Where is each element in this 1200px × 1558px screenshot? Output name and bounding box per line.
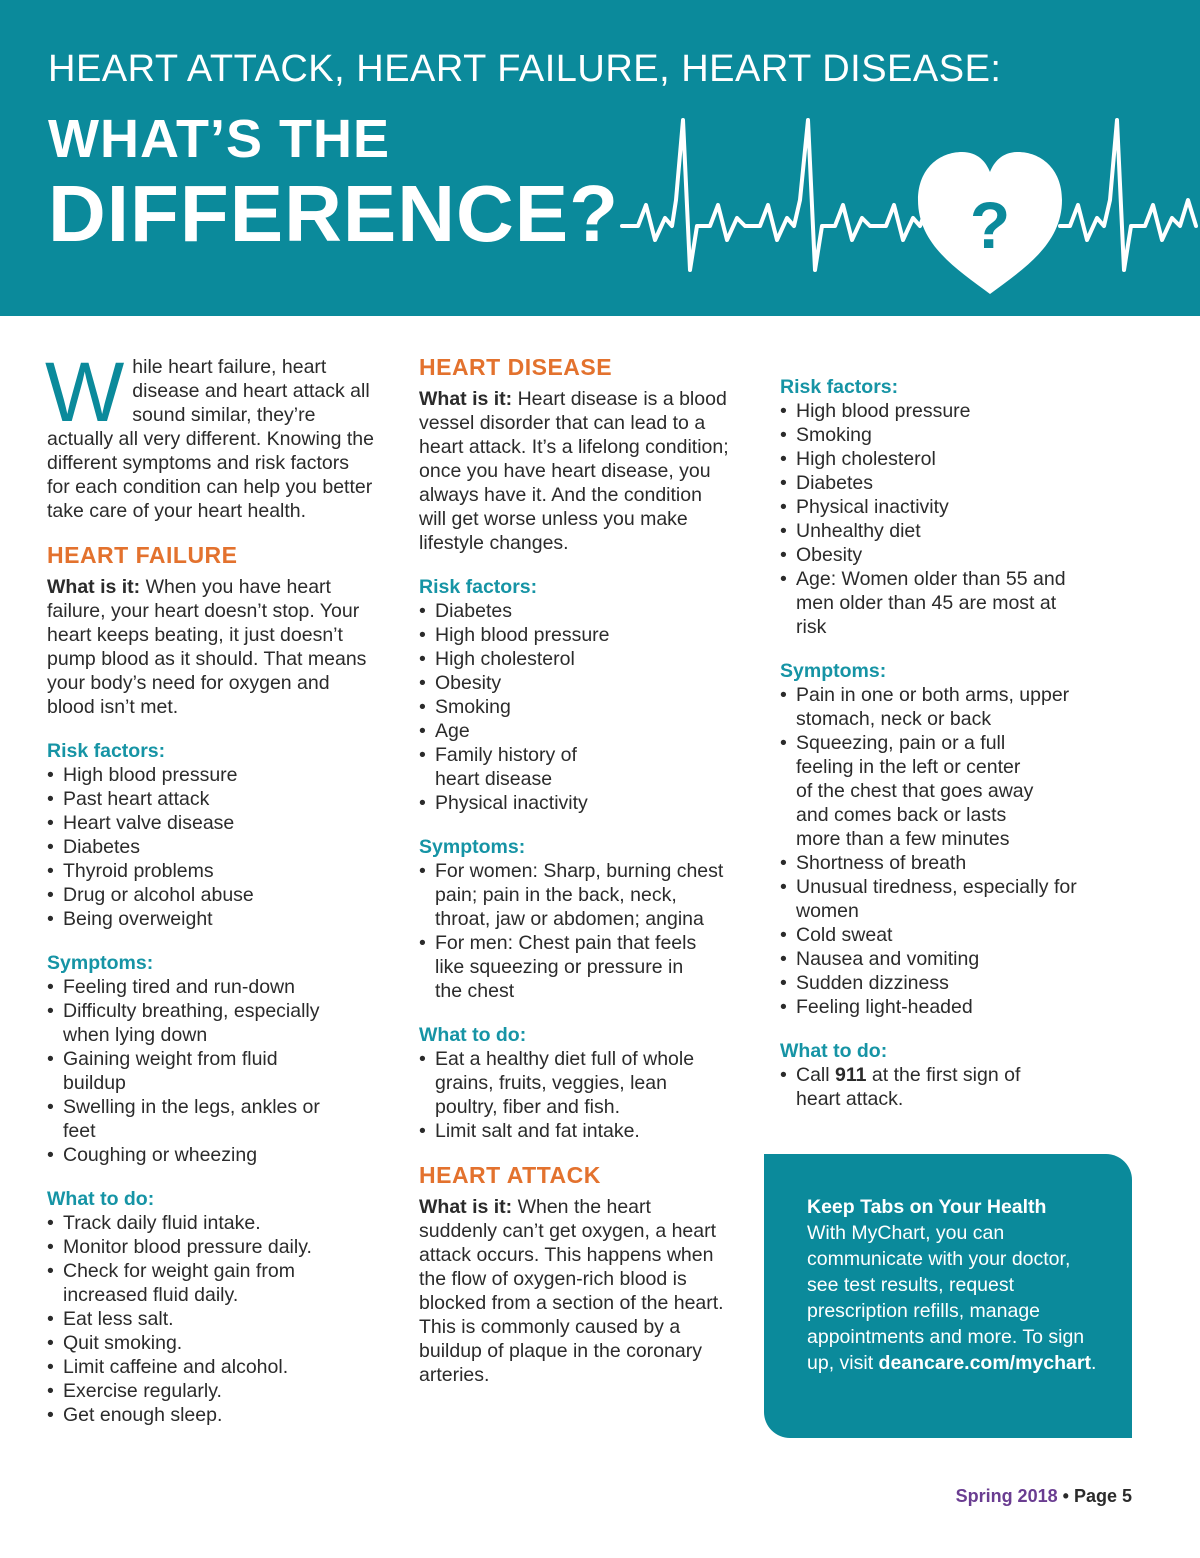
header-kicker: HEART ATTACK, HEART FAILURE, HEART DISEASE: (48, 48, 1002, 90)
list-item: • Diabetes (419, 599, 729, 623)
heart-failure-symptoms-heading: Symptoms: (47, 952, 154, 974)
heart-attack-title: HEART ATTACK (419, 1162, 601, 1188)
callout-content (807, 1194, 1107, 1376)
column-left (45, 345, 377, 1427)
column-middle (419, 353, 729, 1387)
list-item: • Eat a healthy diet full of whole grains, fruits, veggies, lean poultry, fiber and fish. (419, 1047, 729, 1119)
list-item: • Squeezing, pain or a full feeling in the left or center of the chest that goes away and comes back or lasts more than a few minutes (780, 731, 1100, 851)
list-item: • Being overweight (47, 907, 377, 931)
list-item: • Age (419, 719, 729, 743)
heart-attack-risk-heading: Risk factors: (780, 376, 899, 398)
page-title-line2: DIFFERENCE? (48, 169, 619, 258)
list-item: • Cold sweat (780, 923, 1100, 947)
list-item: • Unusual tiredness, especially for women (780, 875, 1100, 923)
heart-attack-risk-list (780, 399, 1100, 639)
mychart-callout (764, 1154, 1132, 1438)
page-number: Page 5 (1073, 1486, 1132, 1506)
heart-failure-symptoms-list (47, 975, 377, 1167)
callout-title: Keep Tabs on Your Health (807, 1196, 1047, 1218)
list-item: • Coughing or wheezing (47, 1143, 377, 1167)
list-item (780, 1063, 1100, 1111)
list-item: • Unhealthy diet (780, 519, 1100, 543)
heart-question-icon (918, 152, 1062, 294)
list-item: • Physical inactivity (780, 495, 1100, 519)
list-item: • Smoking (419, 695, 729, 719)
heart-attack-what-label: What is it: (419, 1196, 513, 1218)
callout-end: . (1090, 1352, 1097, 1374)
header-banner (0, 0, 1200, 316)
heart-disease-risk-list (419, 599, 729, 815)
heart-disease-symptoms-list (419, 859, 729, 1003)
page-title-line1: WHAT’S THE (48, 109, 390, 169)
mychart-link[interactable]: deancare.com/mychart (878, 1352, 1091, 1374)
list-item: • Gaining weight from fluid buildup (47, 1047, 377, 1095)
list-item: • Sudden dizziness (780, 971, 1100, 995)
heart-disease-symptoms-heading: Symptoms: (419, 836, 526, 858)
list-item: • Track daily fluid intake. (47, 1211, 377, 1235)
list-item: • High cholesterol (780, 447, 1100, 471)
list-item: • Get enough sleep. (47, 1403, 377, 1427)
ekg-line-icon (0, 0, 1200, 316)
list-item: • Swelling in the legs, ankles or feet (47, 1095, 377, 1143)
intro-paragraph (45, 345, 377, 523)
heart-disease-title: HEART DISEASE (419, 354, 613, 380)
list-item: • Feeling tired and run-down (47, 975, 377, 999)
list-item: • Age: Women older than 55 and men older than 45 are most at risk (780, 567, 1100, 639)
list-item: • Limit caffeine and alcohol. (47, 1355, 377, 1379)
todo-post: at the first sign of heart attack. (796, 1064, 1021, 1110)
issue-season: Spring 2018 (955, 1486, 1058, 1506)
list-item: • Drug or alcohol abuse (47, 883, 377, 907)
heart-failure-title: HEART FAILURE (47, 542, 238, 568)
list-item: • For men: Chest pain that feels like squeezing or pressure in the chest (419, 931, 729, 1003)
list-item: • Past heart attack (47, 787, 377, 811)
list-item: • Limit salt and fat intake. (419, 1119, 729, 1143)
heart-attack-todo-heading: What to do: (780, 1040, 888, 1062)
emergency-number: 911 (835, 1064, 867, 1086)
heart-failure-todo-heading: What to do: (47, 1188, 155, 1210)
list-item: • Difficulty breathing, especially when lying down (47, 999, 377, 1047)
list-item: • Shortness of breath (780, 851, 1100, 875)
intro-text: hile heart failure, heart disease and heart attack all sound similar, they’re actually all very different. Knowing the different symptoms and risk factors for each condition can help you better take care of your heart health. (47, 356, 374, 522)
list-item: • High blood pressure (419, 623, 729, 647)
column-right (780, 375, 1100, 1111)
list-item: • For women: Sharp, burning chest pain; pain in the back, neck, throat, jaw or abdomen; angina (419, 859, 729, 931)
list-item: • Exercise regularly. (47, 1379, 377, 1403)
list-item: • High cholesterol (419, 647, 729, 671)
heart-failure-todo-list (47, 1211, 377, 1427)
page-footer (956, 1486, 1132, 1507)
list-item: • Monitor blood pressure daily. (47, 1235, 377, 1259)
list-item: • Family history of heart disease (419, 743, 729, 791)
drop-cap: W (45, 345, 125, 439)
list-item: • High blood pressure (47, 763, 377, 787)
list-item: • High blood pressure (780, 399, 1100, 423)
callout-body (807, 1220, 1107, 1376)
heart-disease-todo-list (419, 1047, 729, 1143)
heart-failure-definition (47, 575, 377, 719)
list-item: • Feeling light-headed (780, 995, 1100, 1019)
list-item: • Obesity (419, 671, 729, 695)
list-item: • Physical inactivity (419, 791, 729, 815)
list-item: • Diabetes (780, 471, 1100, 495)
todo-pre: Call (796, 1064, 836, 1086)
heart-disease-definition (419, 387, 729, 555)
heart-disease-risk-heading: Risk factors: (419, 576, 538, 598)
heart-failure-risk-heading: Risk factors: (47, 740, 166, 762)
heart-attack-symptoms-heading: Symptoms: (780, 660, 887, 682)
callout-body-text: With MyChart, you can communicate with your doctor, see test results, request prescription refills, manage appointments and more. To sign up, visit (807, 1222, 1085, 1374)
list-item: • Eat less salt. (47, 1307, 377, 1331)
list-item: • Check for weight gain from increased fluid daily. (47, 1259, 377, 1307)
heart-failure-what-label: What is it: (47, 576, 141, 598)
heart-disease-todo-heading: What to do: (419, 1024, 527, 1046)
heart-disease-what-text: Heart disease is a blood vessel disorder that can lead to a heart attack. It’s a lifelong condition; once you have heart disease, you always have it. And the condition will get worse unless you make lifestyle changes. (419, 388, 729, 554)
heart-attack-symptoms-list (780, 683, 1100, 1019)
heart-attack-what-text: When the heart suddenly can’t get oxygen, a heart attack occurs. This happens when the flow of oxygen-rich blood is blocked from a section of the heart. This is commonly caused by a buildup of plaque in the coronary arteries. (419, 1196, 724, 1386)
list-item: • Obesity (780, 543, 1100, 567)
list-item: • Nausea and vomiting (780, 947, 1100, 971)
list-item: • Diabetes (47, 835, 377, 859)
heart-failure-what-text: When you have heart failure, your heart doesn’t stop. Your heart keeps beating, it just doesn’t pump blood as it should. That means your body’s need for oxygen and blood isn’t met. (47, 576, 367, 718)
heart-question-mark: ? (969, 188, 1011, 262)
list-item: • Pain in one or both arms, upper stomach, neck or back (780, 683, 1100, 731)
list-item: • Smoking (780, 423, 1100, 447)
heart-disease-what-label: What is it: (419, 388, 513, 410)
heart-attack-todo-list (780, 1063, 1100, 1111)
list-item: • Thyroid problems (47, 859, 377, 883)
heart-failure-risk-list (47, 763, 377, 931)
footer-bullet: • (1062, 1486, 1069, 1506)
list-item: • Quit smoking. (47, 1331, 377, 1355)
list-item: • Heart valve disease (47, 811, 377, 835)
heart-attack-definition (419, 1195, 729, 1387)
